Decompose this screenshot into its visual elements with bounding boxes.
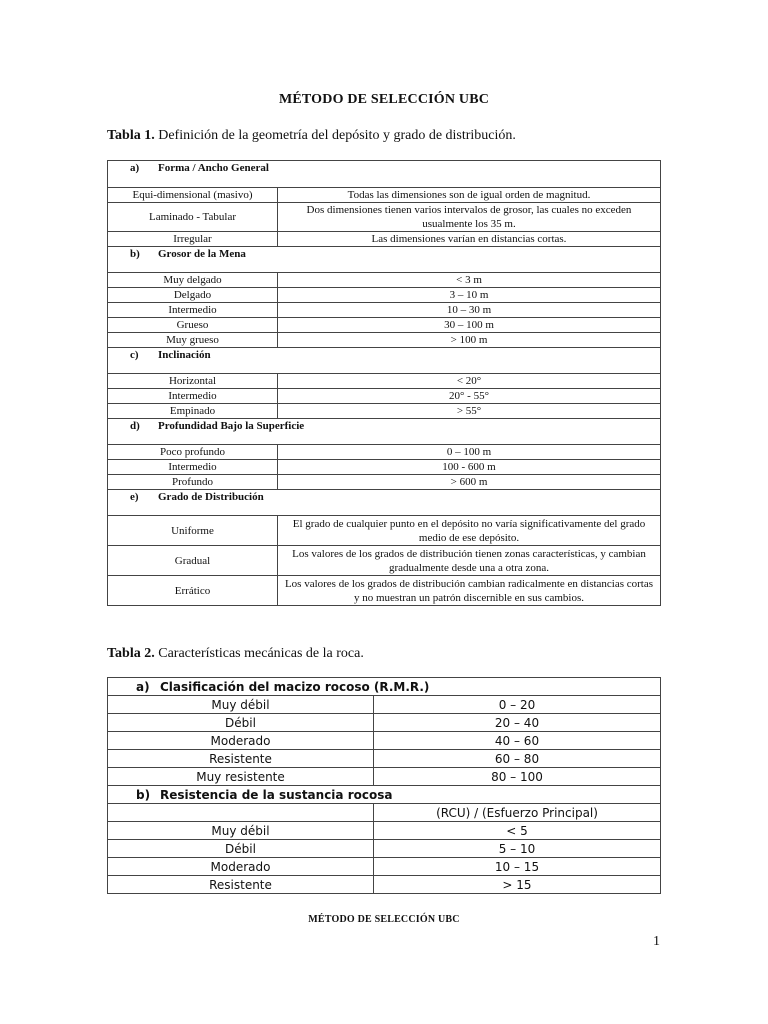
row-label: Resistente: [108, 876, 374, 894]
page-title: MÉTODO DE SELECCIÓN UBC: [278, 92, 490, 107]
row-label: Muy grueso: [108, 333, 278, 348]
table-row: [108, 374, 661, 389]
table-row: [108, 516, 661, 546]
section-heading: [108, 348, 661, 374]
table-row: [108, 445, 661, 460]
section-header-row: [108, 786, 661, 804]
row-label: Equi-dimensional (masivo): [108, 188, 278, 203]
section-title: Profundidad Bajo la Superficie: [158, 420, 305, 432]
row-value: < 5: [374, 822, 661, 840]
section-letter: a): [136, 679, 150, 694]
section-title: Resistencia de la sustancia rocosa: [160, 787, 393, 802]
row-label: Profundo: [108, 475, 278, 490]
table-row: [108, 188, 661, 203]
row-value: 40 – 60: [374, 732, 661, 750]
row-value: > 600 m: [278, 475, 661, 490]
table-row: [108, 203, 661, 232]
row-value: 10 – 15: [374, 858, 661, 876]
table1-label: Tabla 1.: [107, 128, 155, 143]
row-label: Intermedio: [108, 460, 278, 475]
section-title: Grado de Distribución: [158, 491, 264, 503]
row-label: Laminado - Tabular: [108, 203, 278, 232]
row-value: < 20°: [278, 374, 661, 389]
table-row: [108, 475, 661, 490]
page-number: 1: [653, 934, 660, 949]
row-value: < 3 m: [278, 273, 661, 288]
row-label: Débil: [108, 714, 374, 732]
row-label: Irregular: [108, 232, 278, 247]
row-value: > 100 m: [278, 333, 661, 348]
section-heading: [108, 419, 661, 445]
table-row: [108, 840, 661, 858]
row-value: 20 – 40: [374, 714, 661, 732]
table-row: [108, 318, 661, 333]
table-row: [108, 273, 661, 288]
row-value: El grado de cualquier punto en el depósito no varía significativamente del grado medio de ese depósito.: [278, 516, 661, 546]
geometry-table: [107, 160, 661, 606]
section-letter: b): [136, 787, 151, 802]
table2-label: Tabla 2.: [107, 646, 155, 661]
section-header-row: [108, 490, 661, 516]
row-label: Muy delgado: [108, 273, 278, 288]
row-value: (RCU) / (Esfuerzo Principal): [374, 804, 661, 822]
table-row: [108, 404, 661, 419]
row-value: 80 – 100: [374, 768, 661, 786]
row-label: Delgado: [108, 288, 278, 303]
table-row: [108, 858, 661, 876]
section-letter: e): [130, 491, 139, 503]
table-row: [108, 460, 661, 475]
row-value: Los valores de los grados de distribución cambian radicalmente en distancias cortas y no muestran un patrón discernible en sus cambios.: [278, 576, 661, 606]
table-row: [108, 232, 661, 247]
row-label: Débil: [108, 840, 374, 858]
row-label: Poco profundo: [108, 445, 278, 460]
row-value: 10 – 30 m: [278, 303, 661, 318]
table-row: [108, 876, 661, 894]
row-value: 20° - 55°: [278, 389, 661, 404]
row-label: Uniforme: [108, 516, 278, 546]
section-heading: [108, 247, 661, 273]
section-heading: [108, 161, 661, 188]
table2-caption-text: Características mecánicas de la roca.: [158, 646, 364, 661]
table1-caption: [107, 128, 516, 144]
row-label: Intermedio: [108, 389, 278, 404]
row-label: Muy débil: [108, 696, 374, 714]
section-heading: [108, 786, 661, 804]
row-value: 3 – 10 m: [278, 288, 661, 303]
row-label: Intermedio: [108, 303, 278, 318]
section-title: Clasificación del macizo rocoso (R.M.R.): [160, 679, 430, 694]
table-row: [108, 333, 661, 348]
table-row: [108, 714, 661, 732]
row-label: Errático: [108, 576, 278, 606]
row-value: Las dimensiones varían en distancias cortas.: [278, 232, 661, 247]
row-value: Los valores de los grados de distribución tienen zonas características, y cambian gradualmente desde una a otra zona.: [278, 546, 661, 576]
section-letter: c): [130, 349, 139, 361]
table2-caption: [107, 646, 364, 662]
section-header-row: [108, 678, 661, 696]
row-label: Resistente: [108, 750, 374, 768]
row-label: Moderado: [108, 858, 374, 876]
row-label: Horizontal: [108, 374, 278, 389]
section-header-row: [108, 419, 661, 445]
table-row: [108, 696, 661, 714]
row-value: 5 – 10: [374, 840, 661, 858]
section-heading: [108, 678, 661, 696]
row-value: > 15: [374, 876, 661, 894]
section-title: Grosor de la Mena: [158, 248, 246, 260]
section-letter: d): [130, 420, 140, 432]
row-label: Gradual: [108, 546, 278, 576]
section-heading: [108, 490, 661, 516]
table-row: [108, 768, 661, 786]
section-letter: b): [130, 248, 140, 260]
section-title: Forma / Ancho General: [158, 162, 269, 174]
row-value: Dos dimensiones tienen varios intervalos de grosor, las cuales no exceden usualmente los 35 m.: [278, 203, 661, 232]
section-title: Inclinación: [158, 349, 211, 361]
table-row: [108, 546, 661, 576]
row-value: Todas las dimensiones son de igual orden de magnitud.: [278, 188, 661, 203]
section-header-row: [108, 161, 661, 188]
footer-title: MÉTODO DE SELECCIÓN UBC: [308, 914, 460, 925]
table-row: [108, 288, 661, 303]
row-value: 100 - 600 m: [278, 460, 661, 475]
row-label: Grueso: [108, 318, 278, 333]
row-label: Muy resistente: [108, 768, 374, 786]
table-row: [108, 389, 661, 404]
row-value: 0 – 100 m: [278, 445, 661, 460]
section-header-row: [108, 247, 661, 273]
row-label: [108, 804, 374, 822]
section-letter: a): [130, 162, 140, 174]
row-label: Moderado: [108, 732, 374, 750]
row-label: Muy débil: [108, 822, 374, 840]
section-header-row: [108, 348, 661, 374]
table-row: [108, 804, 661, 822]
row-value: 0 – 20: [374, 696, 661, 714]
rock-mechanics-table: [107, 677, 661, 894]
table-row: [108, 822, 661, 840]
table-row: [108, 750, 661, 768]
row-label: Empinado: [108, 404, 278, 419]
table-row: [108, 732, 661, 750]
table-row: [108, 303, 661, 318]
row-value: 60 – 80: [374, 750, 661, 768]
row-value: 30 – 100 m: [278, 318, 661, 333]
table-row: [108, 576, 661, 606]
row-value: > 55°: [278, 404, 661, 419]
table1-caption-text: Definición de la geometría del depósito y grado de distribución.: [158, 128, 516, 143]
